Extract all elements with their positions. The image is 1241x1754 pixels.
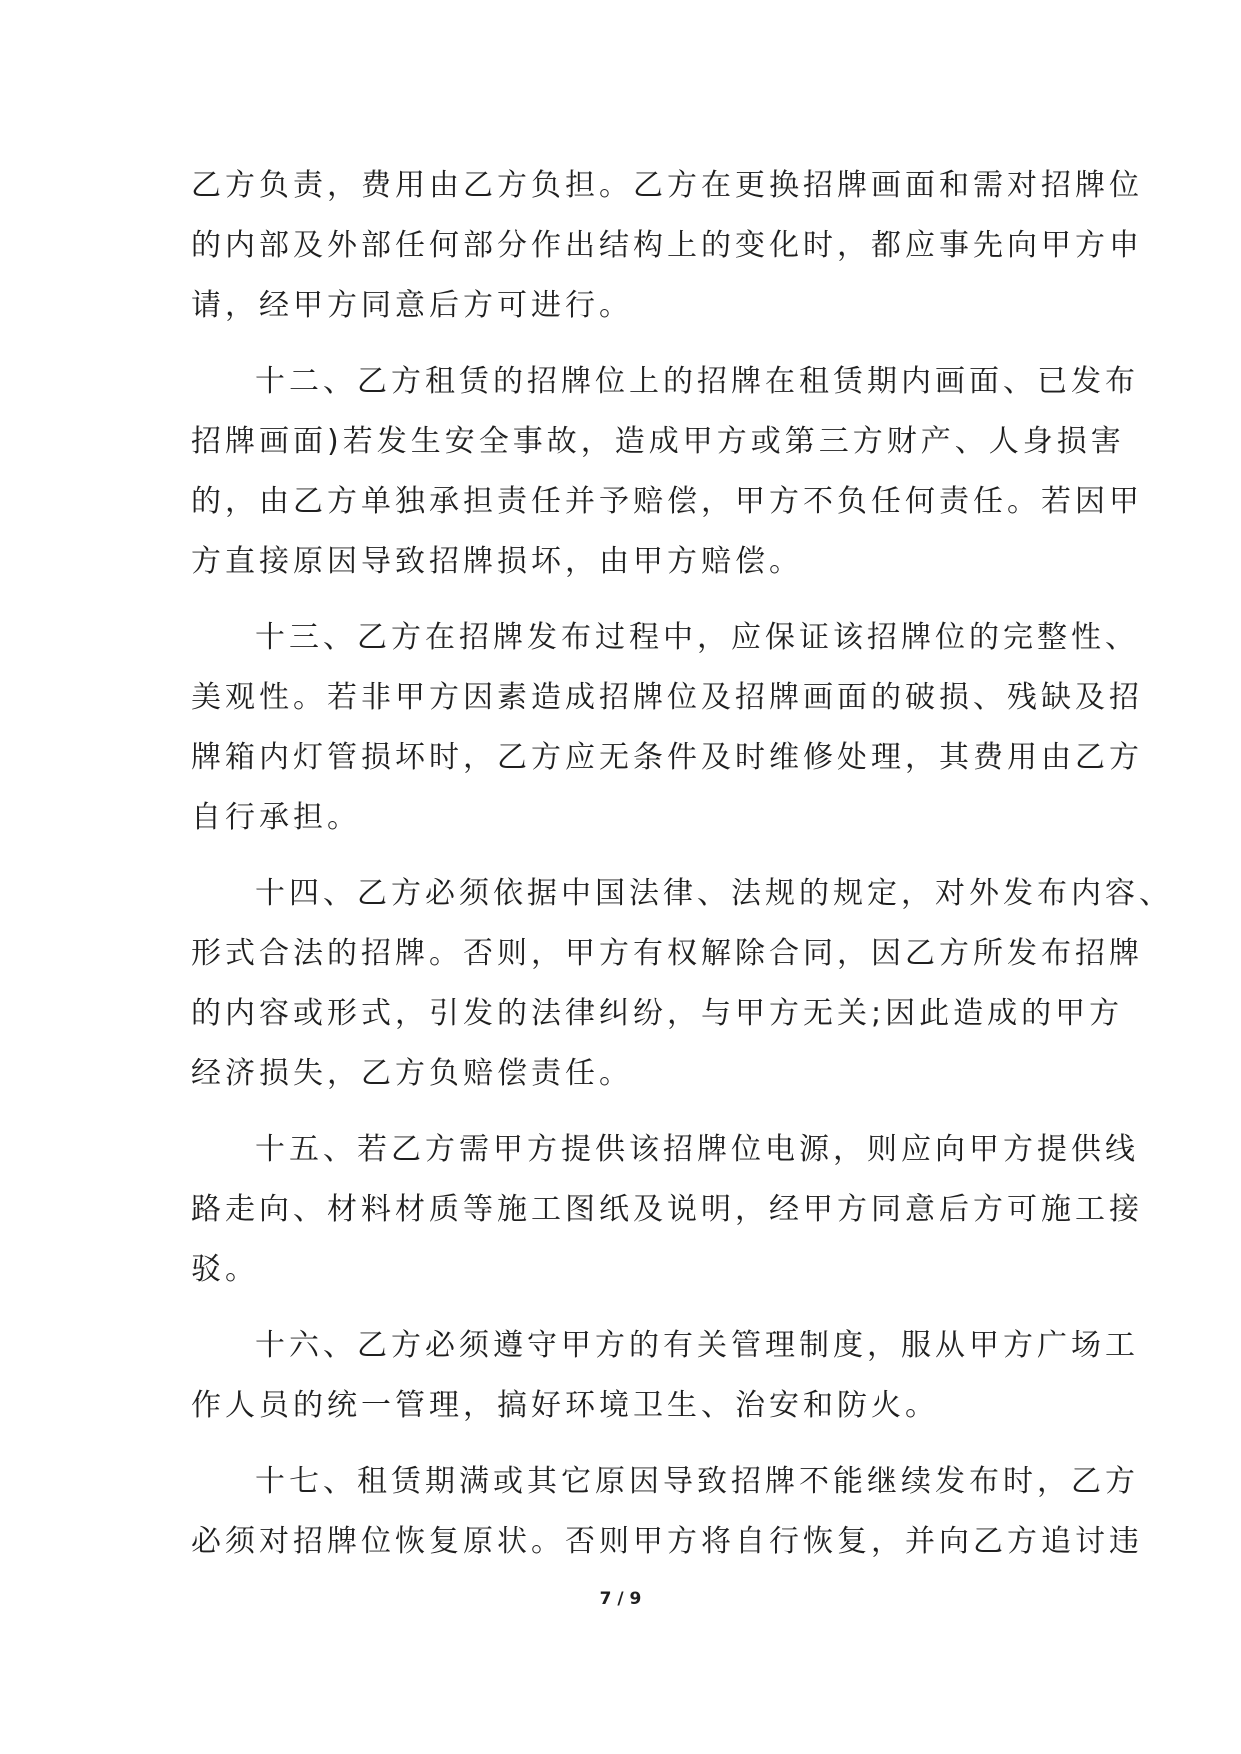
document-body (191, 156, 1173, 1588)
text-line: 十四、乙方必须依据中国法律、法规的规定，对外发布内容、 (255, 876, 1173, 911)
text-line: 十二、乙方租赁的招牌位上的招牌在租赁期内画面、已发布 (255, 364, 1139, 399)
text-line: 作人员的统一管理，搞好环境卫生、治安和防火。 (191, 1388, 939, 1423)
text-line: 的内部及外部任何部分作出结构上的变化时，都应事先向甲方申 (191, 228, 1143, 263)
paragraph-clause-12 (191, 352, 1143, 592)
page-number: 7 / 9 (599, 1589, 642, 1609)
text-line: 必须对招牌位恢复原状。否则甲方将自行恢复，并向乙方追讨违 (191, 1524, 1143, 1559)
text-line: 牌箱内灯管损坏时，乙方应无条件及时维修处理，其费用由乙方 (191, 740, 1143, 775)
text-line: 十六、乙方必须遵守甲方的有关管理制度，服从甲方广场工 (255, 1328, 1139, 1363)
text-line: 十五、若乙方需甲方提供该招牌位电源，则应向甲方提供线 (255, 1132, 1139, 1167)
paragraph-clause-17 (191, 1452, 1143, 1572)
text-line: 的内容或形式，引发的法律纠纷，与甲方无关;因此造成的甲方 (191, 996, 1124, 1031)
paragraph-clause-14 (191, 864, 1173, 1104)
paragraph-clause-15 (191, 1120, 1143, 1300)
text-line: 形式合法的招牌。否则，甲方有权解除合同，因乙方所发布招牌 (191, 936, 1143, 971)
text-line: 招牌画面)若发生安全事故，造成甲方或第三方财产、人身损害 (191, 424, 1125, 459)
text-line: 经济损失，乙方负赔偿责任。 (191, 1056, 633, 1091)
paragraph-clause-13 (191, 608, 1143, 848)
text-line: 美观性。若非甲方因素造成招牌位及招牌画面的破损、残缺及招 (191, 680, 1143, 715)
text-line: 请，经甲方同意后方可进行。 (191, 288, 633, 323)
text-line: 的，由乙方单独承担责任并予赔偿，甲方不负任何责任。若因甲 (191, 484, 1143, 519)
text-line: 乙方负责，费用由乙方负担。乙方在更换招牌画面和需对招牌位 (191, 168, 1143, 203)
text-line: 自行承担。 (191, 800, 361, 835)
text-line: 十七、租赁期满或其它原因导致招牌不能继续发布时，乙方 (255, 1464, 1139, 1499)
text-line: 方直接原因导致招牌损坏，由甲方赔偿。 (191, 544, 803, 579)
text-line: 驳。 (191, 1252, 259, 1287)
paragraph-clause-16 (191, 1316, 1139, 1436)
text-line: 十三、乙方在招牌发布过程中，应保证该招牌位的完整性、 (255, 620, 1139, 655)
text-line: 路走向、材料材质等施工图纸及说明，经甲方同意后方可施工接 (191, 1192, 1143, 1227)
paragraph-continuation (191, 156, 1143, 336)
